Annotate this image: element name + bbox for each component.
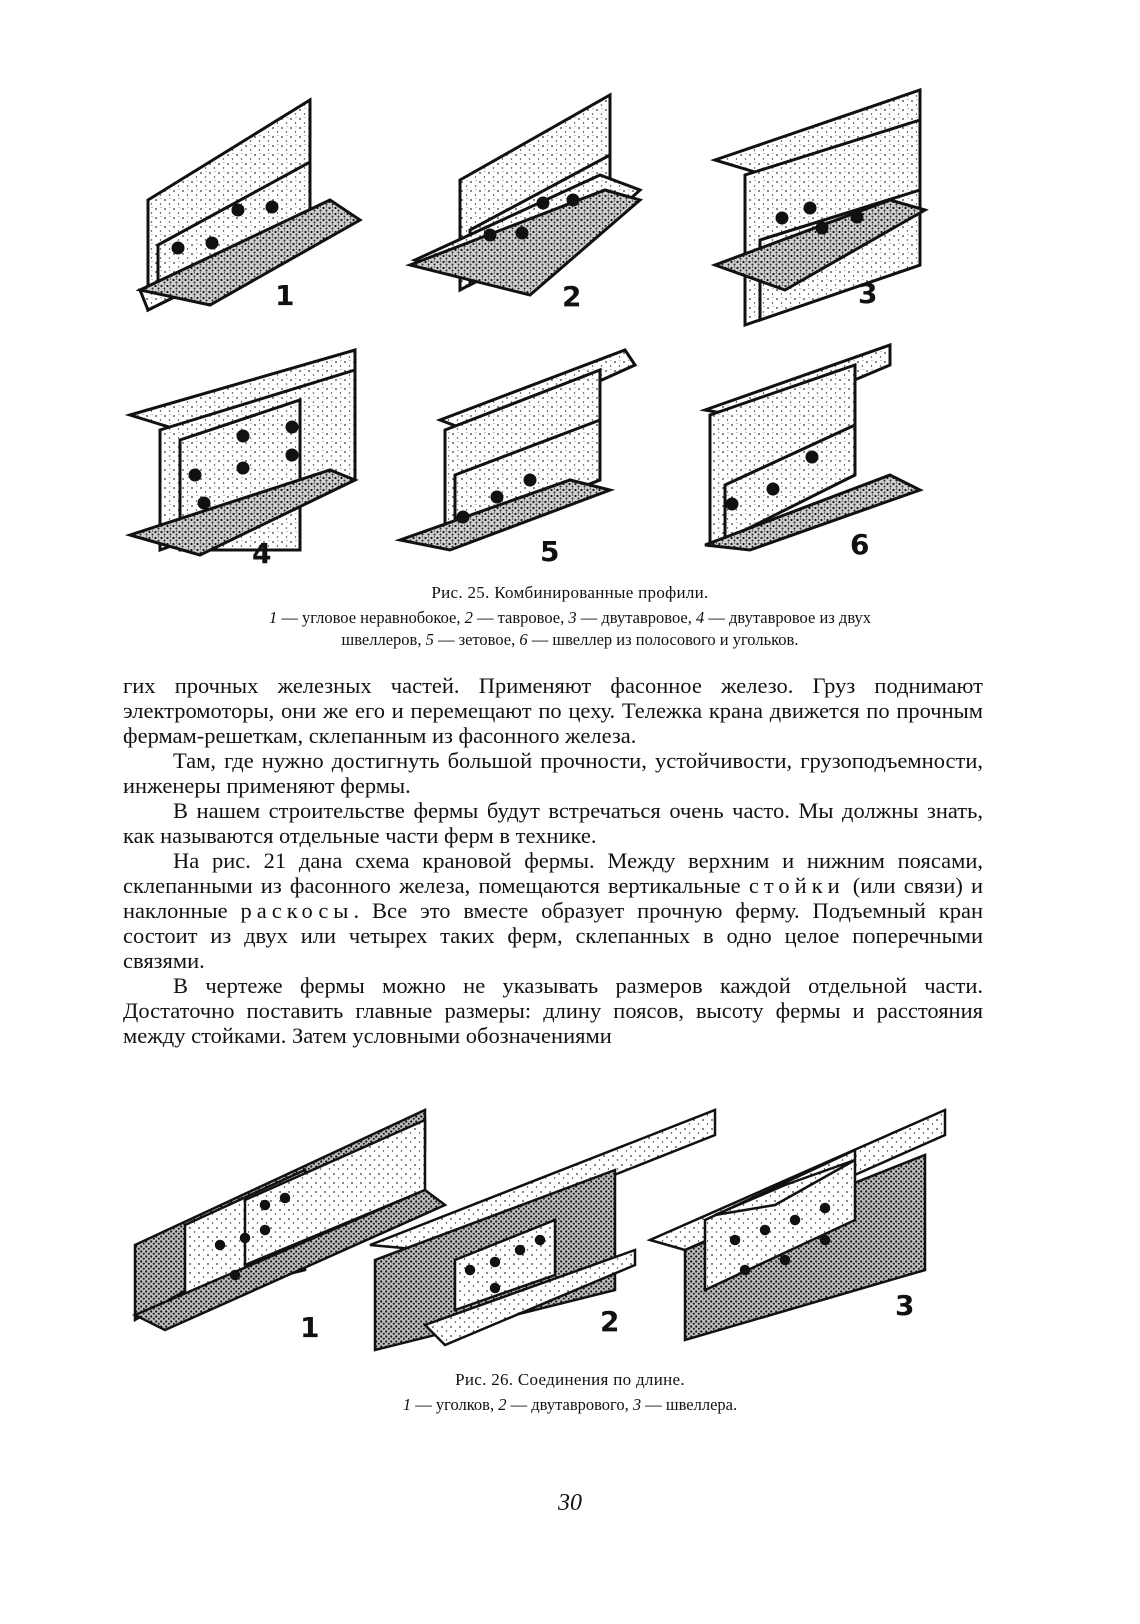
paragraph-3: В нашем строительстве фермы будут встречаться очень часто. Мы должны знать, как называются отдельные части ферм в технике. (123, 798, 983, 848)
legend-text: швеллеров, (341, 630, 422, 649)
profile-3-ibeam (715, 90, 925, 325)
figure-25-label-4: 4 (252, 537, 272, 570)
paragraph-4-part-a: На рис. 21 дана схема крановой фермы. Между верхним и нижним поясами, склепанными из фасонного железа, помещаются вертикальные (123, 848, 983, 898)
paragraph-2: Там, где нужно достигнуть большой прочности, устойчивости, грузоподъемности, инженеры применяют фермы. (123, 748, 983, 798)
figure-25-label-3: 3 (858, 277, 878, 310)
profile-1-angle (140, 100, 360, 310)
legend-num: 1 (402, 1395, 412, 1414)
profile-6-channel (705, 345, 920, 550)
legend-num: 2 (464, 608, 473, 627)
page-number: 30 (558, 1490, 582, 1516)
figure-26-drawing (125, 1090, 965, 1360)
figure-25-label-6: 6 (850, 528, 870, 561)
figure-25-label-1: 1 (275, 279, 295, 312)
figure-25 (100, 80, 980, 580)
figure-26-label-2: 2 (600, 1305, 620, 1338)
figure-25-caption (0, 583, 1140, 651)
legend-text: — двутавровое, (580, 608, 692, 627)
profile-5-zee (400, 350, 635, 550)
legend-num: 3 (632, 1395, 642, 1414)
figure-25-label-5: 5 (540, 535, 560, 568)
legend-text: — угловое неравнобокое, (281, 608, 461, 627)
figure-25-label-2: 2 (562, 280, 582, 313)
legend-text: — зетовое, (437, 630, 516, 649)
profile-2-tee (410, 95, 640, 295)
figure-26-label-1: 1 (300, 1311, 320, 1344)
legend-num: 2 (498, 1395, 507, 1414)
figure-26-caption (0, 1370, 1140, 1416)
legend-text: — двутаврового, (510, 1395, 629, 1414)
figure-25-drawing (100, 80, 980, 580)
legend-num: 3 (568, 608, 577, 627)
legend-text: — швеллер из полосового и угольков. (531, 630, 799, 649)
legend-text: — уголков, (415, 1395, 495, 1414)
figure-25-legend-line-2 (0, 629, 1140, 651)
legend-text: — двутавровое из двух (708, 608, 872, 627)
term-stoiki: стойки (748, 873, 845, 898)
figure-25-caption-title: Рис. 25. Комбинированные профили. (431, 583, 709, 602)
figure-26-caption-title: Рис. 26. Соединения по длине. (455, 1370, 685, 1389)
paragraph-4-part-c: . Все это вместе образует прочную ферму. Подъемный кран состоит из двух или четырех таких ферм, склепанных в одно целое поперечными связями. (123, 898, 983, 973)
profile-4-double-channel (130, 350, 355, 555)
term-raskosy: раскосы (240, 898, 354, 923)
legend-text: — тавровое, (477, 608, 565, 627)
body-text (123, 673, 983, 1048)
legend-num: 6 (519, 630, 528, 649)
figure-26-legend-line (0, 1394, 1140, 1416)
paragraph-4-part-b: (или связи) и наклонные (123, 873, 984, 923)
paragraph-5: В чертеже фермы можно не указывать размеров каждой отдельной части. Достаточно поставить главные размеры: длину поясов, высоту фермы и расстояния между стойками. Затем условными обозначениями (123, 973, 983, 1048)
legend-num: 1 (268, 608, 278, 627)
figure-25-legend-line-1 (0, 607, 1140, 629)
paragraph-4 (123, 848, 983, 973)
legend-num: 4 (695, 608, 705, 627)
legend-text: — швеллера. (645, 1395, 738, 1414)
legend-num: 5 (425, 630, 434, 649)
figure-26-label-3: 3 (895, 1289, 915, 1322)
figure-26 (125, 1090, 965, 1360)
paragraph-1: гих прочных железных частей. Применяют фасонное железо. Груз поднимают электромоторы, они же его и перемещают по цеху. Тележка крана движется по прочным фермам-решеткам, склепанным из фасонного железа. (123, 673, 983, 748)
